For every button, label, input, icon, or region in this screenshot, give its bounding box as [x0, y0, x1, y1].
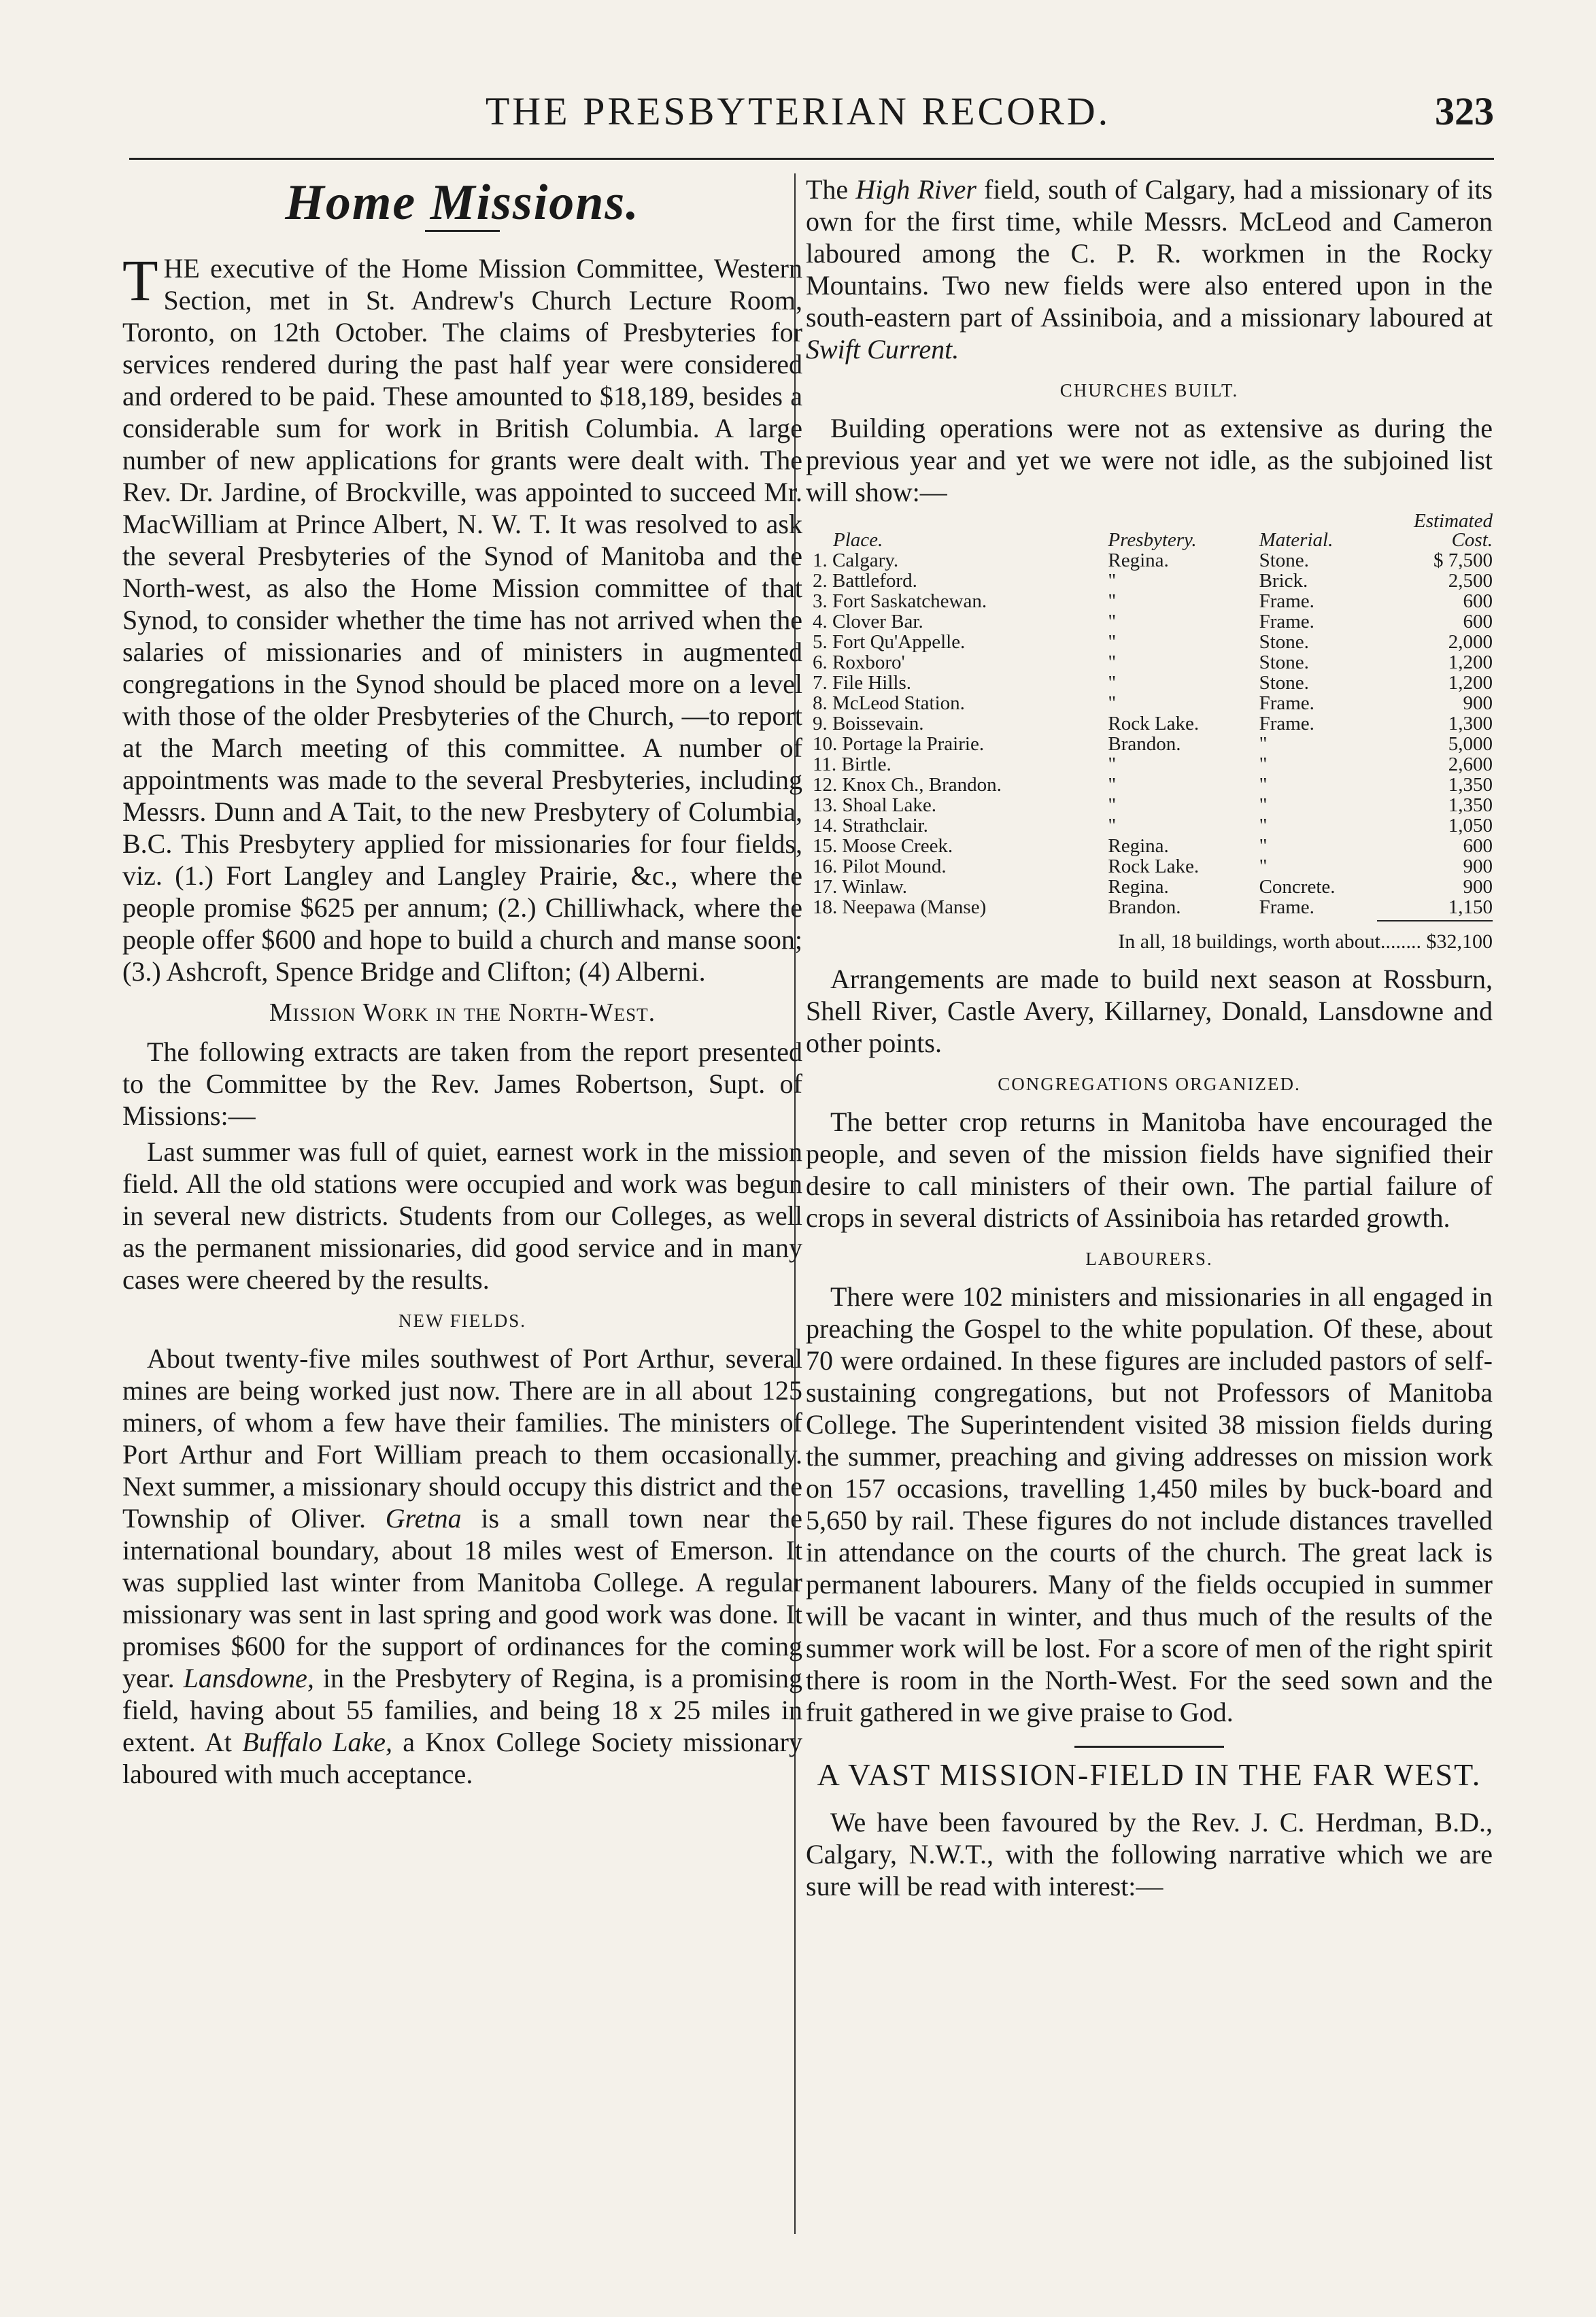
cell-material: Stone. — [1259, 672, 1309, 694]
table-row — [806, 611, 1493, 632]
section-title: Home Missions. — [285, 175, 640, 231]
drop-cap: T — [122, 248, 158, 313]
table-row — [806, 652, 1493, 673]
article-title: A VAST MISSION-FIELD IN THE FAR WEST. — [817, 1757, 1482, 1792]
cell-material: Frame. — [1259, 692, 1314, 714]
cell-material: Stone. — [1259, 631, 1309, 653]
place-gretna: Gretna — [385, 1503, 462, 1534]
cell-material: Frame. — [1259, 590, 1314, 612]
cell-material: Stone. — [1259, 652, 1309, 673]
cell-material: " — [1259, 856, 1268, 877]
churches-table — [806, 530, 1493, 917]
cell-cost: 1,300 — [1448, 713, 1493, 734]
paragraph-herdman: We have been favoured by the Rev. J. C. Herdman, B.D., Calgary, N.W.T., with the following narrative which we are sure will be read with interest:— — [806, 1807, 1493, 1901]
table-estimated-label: Estimated — [1414, 510, 1493, 532]
cell-cost: 5,000 — [1448, 733, 1493, 755]
cell-place: 12. Knox Ch., Brandon. — [813, 774, 1002, 796]
cell-presbytery: Rock Lake. — [1108, 856, 1200, 877]
table-row — [806, 815, 1493, 836]
table-row — [806, 591, 1493, 611]
page-header — [0, 88, 1596, 150]
col-header-place: Place. — [833, 529, 883, 551]
text-fragment: a Knox College Society missionary laboured with much acceptance. — [122, 1727, 802, 1789]
place-buffalo-lake: Buffalo Lake, — [242, 1727, 392, 1757]
cell-material: Concrete. — [1259, 876, 1336, 898]
cell-material: " — [1259, 794, 1268, 816]
paragraph-labourers: There were 102 ministers and missionaries in all engaged in preaching the Gospel to the white population. Of these, about 70 were ordained. In these figures are included pastors of self-sustaining congregations, but not Professors of Manitoba College. The Superintendent visited 38 mission fields during the summer, preaching and giving addresses on mission work on 157 occasions, travelling 1,450 miles by buck-board and 5,650 by rail. These figures do not include distances travelled in attendance on the courts of the church. The great lack is permanent labourers. Many of the fields occupied in summer will be vacant in winter, and thus much of the results of the summer work will be lost. For a score of men of the right spirit there is room in the North-West. For the seed sown and the fruit gathered in we give praise to God. — [806, 1281, 1493, 1727]
paragraph-congregations: The better crop returns in Manitoba have encouraged the people, and seven of the mission fields have signified their desire to call ministers of their own. The partial failure of crops in several districts of Assiniboia has retarded growth. — [806, 1106, 1493, 1233]
paragraph-extracts: The following extracts are taken from the report presented to the Committee by the Rev. James Robertson, Supt. of Missions:— — [122, 1036, 802, 1131]
cell-presbytery: Regina. — [1108, 835, 1169, 857]
left-column — [122, 173, 802, 1794]
cell-place: 9. Boissevain. — [813, 713, 924, 734]
cell-presbytery: " — [1108, 652, 1117, 673]
cell-place: 1. Calgary. — [813, 549, 899, 571]
cell-presbytery: " — [1108, 754, 1117, 775]
cell-presbytery: " — [1108, 611, 1117, 632]
table-row — [806, 754, 1493, 775]
cell-cost: 600 — [1463, 590, 1493, 612]
place-high-river: High River — [855, 174, 977, 205]
paragraph-new-fields — [122, 1342, 802, 1790]
cell-material: " — [1259, 815, 1268, 836]
cell-presbytery: " — [1108, 794, 1117, 816]
table-row — [806, 713, 1493, 734]
cell-presbytery: Regina. — [1108, 876, 1169, 898]
cell-presbytery: Regina. — [1108, 549, 1169, 571]
page-number: 323 — [1435, 89, 1494, 133]
cell-cost: 1,200 — [1448, 672, 1493, 694]
cell-place: 17. Winlaw. — [813, 876, 907, 898]
table-row — [806, 856, 1493, 877]
cell-material: Stone. — [1259, 549, 1309, 571]
subhead-new-fields: NEW FIELDS. — [398, 1310, 526, 1331]
table-row — [806, 897, 1493, 917]
header-rule — [129, 158, 1494, 160]
cell-place: 15. Moose Creek. — [813, 835, 953, 857]
cell-material: Frame. — [1259, 896, 1314, 918]
cell-place: 3. Fort Saskatchewan. — [813, 590, 987, 612]
cell-place: 6. Roxboro' — [813, 652, 905, 673]
cell-cost: 600 — [1463, 611, 1493, 632]
cell-place: 16. Pilot Mound. — [813, 856, 947, 877]
cell-presbytery: " — [1108, 570, 1117, 592]
cell-place: 8. McLeod Station. — [813, 692, 965, 714]
text-fragment: is a small town near the international boundary, about 18 miles west of Emerson. It was supplied last winter from Manitoba College. A regular missionary was sent in last spring and good work was done. It promises $600 for the support of ordinances for the coming year. — [122, 1503, 802, 1693]
cell-cost: 900 — [1463, 856, 1493, 877]
subhead-labourers: LABOURERS. — [1085, 1249, 1213, 1269]
cell-cost: 900 — [1463, 876, 1493, 898]
cell-presbytery: " — [1108, 815, 1117, 836]
right-column — [806, 173, 1493, 1906]
cell-cost: 600 — [1463, 835, 1493, 857]
table-row — [806, 632, 1493, 652]
cell-cost: 2,600 — [1448, 754, 1493, 775]
cell-cost: 1,350 — [1448, 774, 1493, 796]
subhead-churches: CHURCHES BUILT. — [1059, 380, 1239, 401]
article-rule — [1074, 1746, 1224, 1748]
place-swift-current: Swift Current. — [806, 334, 960, 365]
cell-material: " — [1259, 835, 1268, 857]
cell-presbytery: " — [1108, 672, 1117, 694]
cell-cost: 1,150 — [1448, 896, 1493, 918]
cell-material: Brick. — [1259, 570, 1308, 592]
table-row — [806, 571, 1493, 591]
table-row — [806, 673, 1493, 693]
cell-place: 5. Fort Qu'Appelle. — [813, 631, 966, 653]
cell-material: Frame. — [1259, 713, 1314, 734]
cell-material: " — [1259, 754, 1268, 775]
col-header-cost: Cost. — [1451, 529, 1493, 551]
cell-place: 7. File Hills. — [813, 672, 912, 694]
table-row — [806, 550, 1493, 571]
cell-material: " — [1259, 774, 1268, 796]
cell-presbytery: Rock Lake. — [1108, 713, 1200, 734]
paragraph-arrangements: Arrangements are made to build next season at Rossburn, Shell River, Castle Avery, Killarney, Donald, Lansdowne and other points. — [806, 964, 1493, 1058]
paragraph-building: Building operations were not as extensive as during the previous year and yet we were not idle, as the subjoined list will show:— — [806, 413, 1493, 507]
col-header-presbytery: Presbytery. — [1108, 529, 1197, 551]
total-rule — [1377, 920, 1493, 921]
cell-cost: 1,200 — [1448, 652, 1493, 673]
cell-place: 4. Clover Bar. — [813, 611, 923, 632]
cell-presbytery: Brandon. — [1108, 896, 1181, 918]
cell-place: 11. Birtle. — [813, 754, 892, 775]
paragraph-executive — [122, 248, 802, 987]
cell-presbytery: Brandon. — [1108, 733, 1181, 755]
cell-cost: 1,350 — [1448, 794, 1493, 816]
cell-cost: $ 7,500 — [1433, 549, 1493, 571]
journal-title: THE PRESBYTERIAN RECORD. — [485, 89, 1111, 133]
paragraph-last-summer: Last summer was full of quiet, earnest work in the mission field. All the old stations were occupied and work was begun in several new districts. Students from our Colleges, as well as the permanent missionaries, did good service and in many cases were cheered by the results. — [122, 1136, 802, 1295]
cell-place: 13. Shoal Lake. — [813, 794, 937, 816]
col-header-material: Material. — [1259, 529, 1334, 551]
cell-cost: 900 — [1463, 692, 1493, 714]
text-fragment: About twenty-five miles southwest of Port Arthur, several mines are being worked just now. There are in all about 125 miners, of whom a few have their families. The ministers of Port Arthur and Fort William preach to them occasionally. Next summer, a missionary should occupy this district and the Township of Oliver. — [122, 1343, 802, 1534]
cell-place: 10. Portage la Prairie. — [813, 733, 985, 755]
cell-presbytery: " — [1108, 631, 1117, 653]
cell-cost: 1,050 — [1448, 815, 1493, 836]
table-row — [806, 836, 1493, 856]
paragraph-text: HE executive of the Home Mission Committee, Western Section, met in St. Andrew's Church Lecture Room, Toronto, on 12th October. The claims of Presbyteries for services rendered during the past half year were considered and ordered to be paid. These amounted to $18,189, besides a considerable sum for work in British Columbia. A large number of new applications for grants were dealt with. The Rev. Dr. Jardine, of Brockville, was appointed to succeed Mr. MacWilliam at Prince Albert, N. W. T. It was resolved to ask the several Presbyteries of the Synod of Manitoba and the North-west, as also the Home Mission committee of that Synod, to consider whether the time has not arrived when the salaries of missionaries and of ministers in augmented congregations in the Synod should be placed more on a level with those of the older Presbyteries of the Church, —to report at the March meeting of this committee. A number of appointments was made to the several Presbyteries, including Messrs. Dunn and A Tait, to the new Presbytery of Columbia, B.C. This Presbytery applied for missionaries for four fields, viz. (1.) Fort Langley and Langley Prairie, &c., where the people promise $625 per annum; (2.) Chilliwhack, where the people offer $600 and hope to build a church and manse soon; (3.) Ashcroft, Spence Bridge and Clifton; (4) Alberni. — [122, 253, 802, 987]
table-row — [806, 693, 1493, 713]
cell-presbytery: " — [1108, 692, 1117, 714]
table-header-row — [806, 530, 1493, 550]
table-total: In all, 18 buildings, worth about........ $32,100 — [1118, 930, 1493, 953]
cell-cost: 2,000 — [1448, 631, 1493, 653]
text-fragment: The — [806, 174, 856, 205]
cell-place: 2. Battleford. — [813, 570, 917, 592]
cell-presbytery: " — [1108, 590, 1117, 612]
place-lansdowne: Lansdowne, — [183, 1663, 314, 1693]
table-row — [806, 877, 1493, 897]
table-row — [806, 775, 1493, 795]
cell-cost: 2,500 — [1448, 570, 1493, 592]
table-row — [806, 795, 1493, 815]
text-fragment: field, south of Calgary, had a missionary of its own for the first time, while Messrs. McLeod and Cameron laboured among the C. P. R. workmen in the Rocky Mountains. Two new fields were also entered upon in the south-eastern part of Assiniboia, and a missionary laboured at — [806, 174, 1493, 333]
subhead-northwest: Mission Work in the North-West. — [269, 998, 656, 1027]
cell-place: 14. Strathclair. — [813, 815, 928, 836]
cell-place: 18. Neepawa (Manse) — [813, 896, 987, 918]
cell-material: Frame. — [1259, 611, 1314, 632]
paragraph-high-river — [806, 173, 1493, 365]
table-row — [806, 734, 1493, 754]
subhead-congregations: CONGREGATIONS ORGANIZED. — [998, 1074, 1301, 1094]
cell-presbytery: " — [1108, 774, 1117, 796]
cell-material: " — [1259, 733, 1268, 755]
text-fragment: in the Presbytery of Regina, is a promising field, having about 55 families, and being 18 x 25 miles in extent. At — [122, 1663, 803, 1757]
